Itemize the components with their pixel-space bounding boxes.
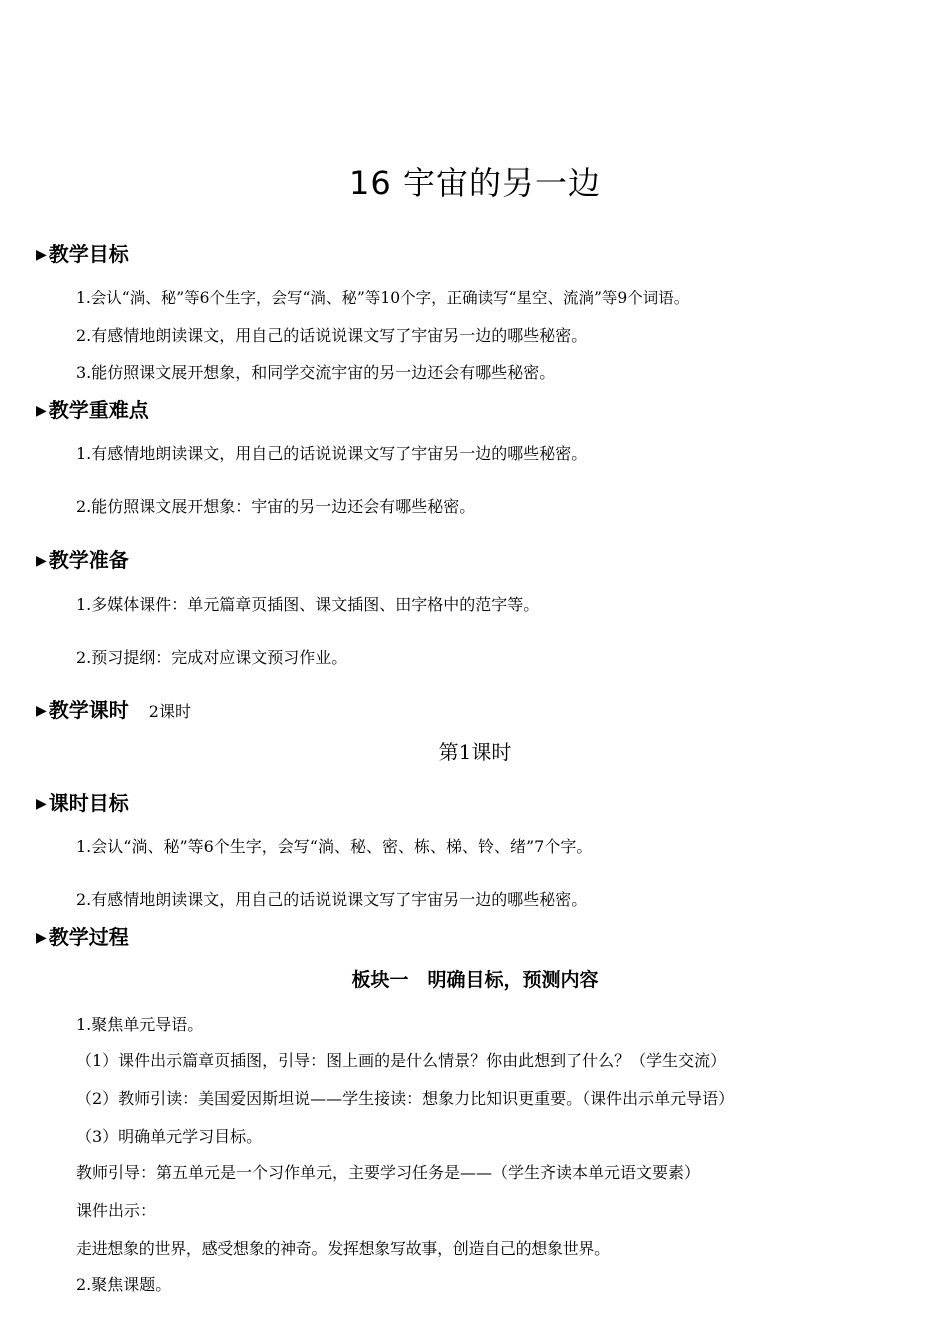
triangle-bullet-icon: ▶ <box>36 796 47 812</box>
block-title: 板块一 明确目标，预测内容 <box>351 969 599 991</box>
heading-label: 教学准备 <box>48 548 129 572</box>
section-heading-process <box>36 921 129 950</box>
process-line: 课件出示： <box>76 1201 157 1220</box>
section-heading-goals <box>36 238 129 267</box>
section-heading-key-points <box>36 394 149 423</box>
goal-item: 3.能仿照课文展开想象，和同学交流宇宙的另一边还会有哪些秘密。 <box>76 363 556 382</box>
preparation-item: 2.预习提纲：完成对应课文预习作业。 <box>76 648 348 667</box>
lesson-title: 第1课时 <box>438 740 512 764</box>
lesson-goal-item: 1.会认“淌、秘”等6个生字，会写“淌、秘、密、栋、梯、铃、绪”7个字。 <box>76 837 593 856</box>
goal-item: 1.会认“淌、秘”等6个生字，会写“淌、秘”等10个字，正确读写“星空、流淌”等9个词语。 <box>76 289 690 307</box>
process-line: （1）课件出示篇章页插图，引导：图上画的是什么情景？你由此想到了什么？（学生交流） <box>76 1051 727 1070</box>
goal-item: 2.有感情地朗读课文，用自己的话说说课文写了宇宙另一边的哪些秘密。 <box>76 326 588 345</box>
process-line: （3）明确单元学习目标。 <box>76 1127 263 1146</box>
preparation-item: 1.多媒体课件：单元篇章页插图、课文插图、田字格中的范字等。 <box>76 595 540 614</box>
key-point-item: 2.能仿照课文展开想象：宇宙的另一边还会有哪些秘密。 <box>76 497 476 516</box>
page-title: 16 宇宙的另一边 <box>349 164 601 202</box>
triangle-bullet-icon: ▶ <box>36 247 47 263</box>
process-line: （2）教师引读：美国爱因斯坦说——学生接读：想象力比知识更重要。（课件出示单元导语） <box>76 1089 735 1108</box>
triangle-bullet-icon: ▶ <box>36 553 47 569</box>
process-line: 1.聚焦单元导语。 <box>76 1015 204 1034</box>
triangle-bullet-icon: ▶ <box>36 930 47 946</box>
triangle-bullet-icon: ▶ <box>36 703 47 719</box>
section-heading-periods <box>36 694 191 723</box>
triangle-bullet-icon: ▶ <box>36 403 47 419</box>
courseware-quote: 走进想象的世界，感受想象的神奇。发挥想象写故事，创造自己的想象世界。 <box>76 1239 610 1258</box>
heading-label: 教学过程 <box>48 925 129 949</box>
section-heading-lesson-goals <box>36 787 129 816</box>
process-line: 2.聚焦课题。 <box>76 1275 172 1294</box>
section-heading-preparation <box>36 544 129 573</box>
key-point-item: 1.有感情地朗读课文，用自己的话说说课文写了宇宙另一边的哪些秘密。 <box>76 444 588 463</box>
lesson-goal-item: 2.有感情地朗读课文，用自己的话说说课文写了宇宙另一边的哪些秘密。 <box>76 890 588 909</box>
heading-label: 课时目标 <box>48 791 129 815</box>
heading-label: 教学目标 <box>48 242 129 266</box>
periods-value: 2课时 <box>148 702 191 721</box>
heading-label: 教学课时 <box>48 698 129 722</box>
heading-label: 教学重难点 <box>48 398 149 422</box>
process-line: 教师引导：第五单元是一个习作单元，主要学习任务是——（学生齐读本单元语文要素） <box>76 1163 701 1182</box>
